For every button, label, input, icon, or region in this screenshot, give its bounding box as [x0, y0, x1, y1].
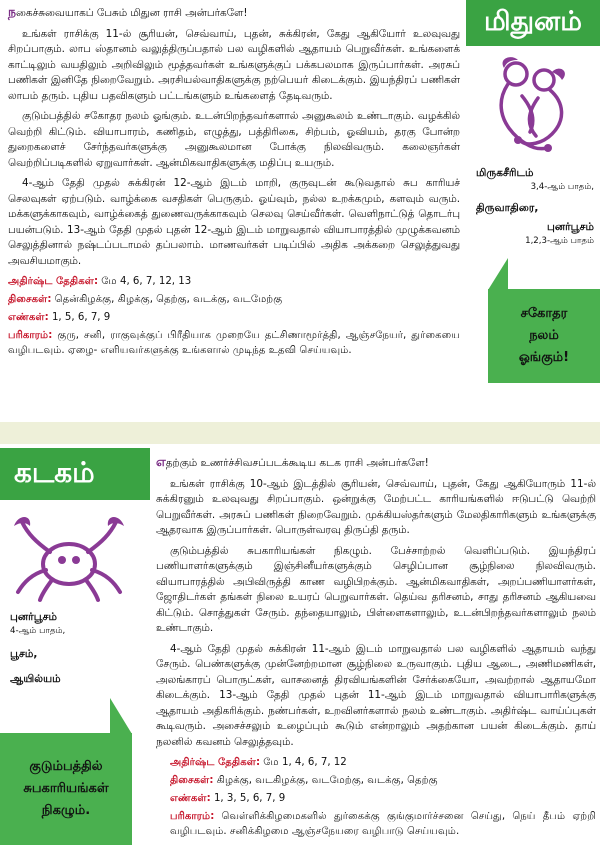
mithunam-numbers — [8, 310, 460, 325]
kadagam-numbers — [156, 791, 596, 806]
tagline-line: நலம் — [529, 328, 559, 343]
numbers-value: 1, 3, 5, 6, 7, 9 — [213, 793, 286, 804]
mithunam-paragraph-2: குடும்பத்தில் சகோதர நலம் ஓங்கும். உடன்பிறந்தவர்களால் அனுகூலம் உண்டாகும். வழக்கில் வெற்றி கிட்டும். வியாபாரம், கணிதம், எழுத்து, பத்திரிகை, சிற்பம், ஓவியம், தரகு போன்ற துறைகளைச் சேர்ந்தவர்களுக்கு அனுகூலமான போக்கு நிலவிவரும். கலைஞர்கள் வெற்றிப்படிகளில் ஏறுவார்கள். ஆன்மிகவாதிகளுக்கு மதிப்பு உயரும். — [8, 110, 460, 169]
tagline-pointer — [110, 698, 132, 734]
nakshatra-pada: 4-ஆம் பாதம், — [10, 626, 66, 636]
lucky-dates-value: மே 4, 6, 7, 12, 13 — [101, 276, 192, 287]
kadagam-lucky-dates — [156, 755, 596, 770]
mithunam-intro-text: கைச்சுவையாகப் பேசும் மிதுன ராசி அன்பர்களே! — [16, 7, 248, 19]
kadagam-body — [156, 454, 596, 839]
lucky-dates-value: மே 1, 4, 6, 7, 12 — [263, 757, 347, 768]
kadagam-intro-text: தற்கும் உணர்ச்சிவசப்படக்கூடிய கடக ராசி அன்பர்களே! — [165, 457, 429, 469]
mithunam-directions — [8, 292, 460, 307]
nakshatra-name: புனர்பூசம் — [546, 221, 594, 233]
kadagam-paragraph-1: உங்கள் ராசிக்கு 10-ஆம் இடத்தில் சூரியன், செவ்வாய், புதன், கேது ஆகியோரும் 11-ல் சுக்கிரனும் உலவுவது சிறப்பாகும். ஒன்றுக்கு மேற்பட்ட காரியங்களில் ஈடுபட்டு வெற்றி பெறுவீர்கள். அரசுப் பணிகள் நிறைவேறும். முக்கியஸ்தர்களும் மேலதிகாரிகளும் உங்களுக்கு ஆதரவாக இருப்பார்கள். பொருள்வரவு திருப்தி தரும். — [156, 477, 596, 536]
mithunam-paragraph-1: உங்கள் ராசிக்கு 11-ல் சூரியன், செவ்வாய், புதன், சுக்கிரன், கேது ஆகியோர் உலவுவது சிறப்பாகும். லாப ஸ்தானம் வலுத்திருப்பதால் பல வழிகளில் ஆதாயம் பெறுவீர்கள். உங்களைக் காட்டிலும் வயதிலும் அறிவிலும் மூத்தவர்கள் உங்களுக்குப் பக்கபலமாக இருப்பார்கள். அரசுப் பணிகள் இனிதே நிறைவேறும். அரசியல்வாதிகளுக்கு நற்பெயர் கிடைக்கும். இயந்திரப் பணிகள் லாபம் தரும். புதிய பதவிகளும் பட்டங்களும் உங்களைத் தேடிவரும். — [8, 27, 460, 102]
kadagam-intro — [156, 454, 596, 472]
kadagam-paragraph-2: குடும்பத்தில் சுபகாரியங்கள் நிகழும். பேச்சாற்றல் வெளிப்படும். இயந்திரப் பணியாளர்களுக்கும் இஞ்சினீயர்களுக்கும் செழிப்பான சூழ்நிலை நிலவிவரும். வியாபாரத்தில் அபிவிருத்தி காண வழிபிறக்கும். ஆன்மிகவாதிகள், அறப்பணியாளர்கள், ஜோதிடர்கள் தங்கள் நிலை உயரப் பெறுவார்கள். தெய்வ தரிசனம், சாது தரிசனம் ஆகியவை கிட்டும். சொத்துகள் சேரும். தந்தையாலும், பிள்ளைகளாலும், உடன்பிறந்தவர்களாலும் நலம் உண்டாகும். — [156, 544, 596, 634]
mithunam-section — [0, 0, 600, 418]
kadagam-sidebar — [0, 448, 150, 859]
nakshatra-name: மிருகசீரிடம் — [476, 167, 534, 179]
nakshatra-pada: 1,2,3-ஆம் பாதம் — [525, 236, 594, 246]
kadagam-dropcap: எ — [156, 454, 166, 469]
mithunam-lucky-dates — [8, 274, 460, 289]
tagline-line: குடும்பத்தில் — [29, 759, 103, 774]
kadagam-paragraph-3: 4-ஆம் தேதி முதல் சுக்கிரன் 11-ஆம் இடம் மாறுவதால் பல வழிகளில் ஆதாயம் வந்து சேரும். பெண்களுக்கு முன்னேற்றமான சூழ்நிலை உருவாகும். புதிய ஆடை, அணிமணிகள், அலங்காரப் பொருட்கள், வாசனைத் திரவியங்களின் சேர்க்கையோ, அவற்றால் ஆதாயமோ கிடைக்கும். 13-ஆம் தேதி முதல் புதன் 11-ஆம் இடம் மாறுவதால் வியாபாரிகளுக்கு ஆதாயம் அதிகரிக்கும். நண்பர்கள், உறவினர்களால் நலம் உண்டாகும். அதிர்ஷ்ட வாய்ப்புகள் கூடிவரும். அசைச்சலும் உழைப்பும் கூடும் என்றாலும் அதற்கான பயன் கிடைக்கும். தாய் நலனில் கவனம் செலுத்தவும். — [156, 642, 596, 748]
numbers-label: எண்கள்: — [170, 793, 211, 804]
tagline-line: சகோதர — [520, 306, 568, 321]
tagline-line: ஓங்கும்! — [518, 350, 570, 365]
directions-value: கிழக்கு, வடகிழக்கு, வடமேற்கு, வடக்கு, தெற்கு — [216, 775, 438, 786]
tagline-line: நிகழும். — [41, 803, 91, 818]
kadagam-remedy — [156, 809, 596, 839]
remedy-label: பரிகாரம்: — [8, 330, 53, 341]
numbers-value: 1, 5, 6, 7, 9 — [51, 312, 111, 323]
remedy-value: குரு, சனி, ராகுவுக்குப் பிரீதியாக முறையே தட்சிணாமூர்த்தி, ஆஞ்சநேயர், துர்கையை வழிபடவும். ஏழை- எளியவர்களுக்கு உங்களால் முடிந்த உதவி செய்யவும். — [8, 330, 460, 356]
nakshatra-name: ஆயில்யம் — [10, 673, 61, 685]
mithunam-intro — [8, 4, 460, 22]
mithunam-sidebar — [466, 0, 600, 418]
mithunam-body — [8, 4, 460, 358]
directions-label: திசைகள்: — [170, 775, 214, 786]
crab-emblem-icon — [0, 512, 150, 604]
directions-value: தென்கிழக்கு, கிழக்கு, தெற்கு, வடக்கு, வடமேற்கு — [54, 294, 283, 305]
mithunam-dropcap: ந — [8, 4, 17, 19]
mithunam-nakshatra-list — [466, 166, 600, 247]
section-divider — [0, 418, 600, 448]
mithunam-tagline — [488, 289, 600, 383]
kadagam-nakshatra-list — [0, 610, 150, 687]
directions-label: திசைகள்: — [8, 294, 52, 305]
kadagam-directions — [156, 773, 596, 788]
remedy-label: பரிகாரம்: — [170, 811, 215, 822]
gemini-emblem-icon — [466, 50, 600, 160]
mithunam-title: மிதுனம் — [466, 0, 600, 46]
mithunam-remedy — [8, 328, 460, 358]
kadagam-tagline — [0, 733, 132, 845]
kadagam-section — [0, 448, 600, 859]
remedy-value: வெள்ளிக்கிழமைகளில் துர்கைக்கு குங்குமார்ச்சனை செய்து, நெய் தீபம் ஏற்றி வழிபடவும். சனிக்கிழமை ஆஞ்சநேயரை வழிபாடு செய்யவும். — [170, 811, 596, 837]
nakshatra-name: புனர்பூசம் — [10, 611, 58, 623]
nakshatra-pada: 3,4-ஆம் பாதம், — [530, 182, 594, 192]
mithunam-paragraph-3: 4-ஆம் தேதி முதல் சுக்கிரன் 12-ஆம் இடம் மாறி, குருவுடன் கூடுவதால் சுப காரியச் செலவுகள் ஏற்படும். வாழ்க்கை வசதிகள் பெருகும். ஓய்வும், நல்ல உறக்கமும், களவும் வரும். மக்களுக்காகவும், வாழ்க்கைத் துணைவருக்காகவும் செலவு செய்வீர்கள். வெளிநாட்டுத் தொடர்பு பயன்படும். 13-ஆம் தேதி முதல் புதன் 12-ஆம் இடம் மாறுவதால் வியாபாரத்தில் முழுக்கவனம் செலுத்தினால் நஷ்டப்படாமல் தப்பலாம். மாணவர்கள் படிப்பில் அதிக அக்கறை செலுத்துவது அவசியமாகும். — [8, 177, 460, 267]
lucky-dates-label: அதிர்ஷ்ட தேதிகள்: — [8, 276, 99, 287]
tagline-pointer — [488, 258, 508, 290]
lucky-dates-label: அதிர்ஷ்ட தேதிகள்: — [170, 757, 261, 768]
nakshatra-name: திருவாதிரை, — [476, 202, 539, 214]
nakshatra-name: பூசம், — [10, 648, 38, 660]
kadagam-title: கடகம் — [0, 448, 150, 500]
numbers-label: எண்கள்: — [8, 312, 49, 323]
tagline-line: சுபகாரியங்கள் — [23, 781, 109, 796]
